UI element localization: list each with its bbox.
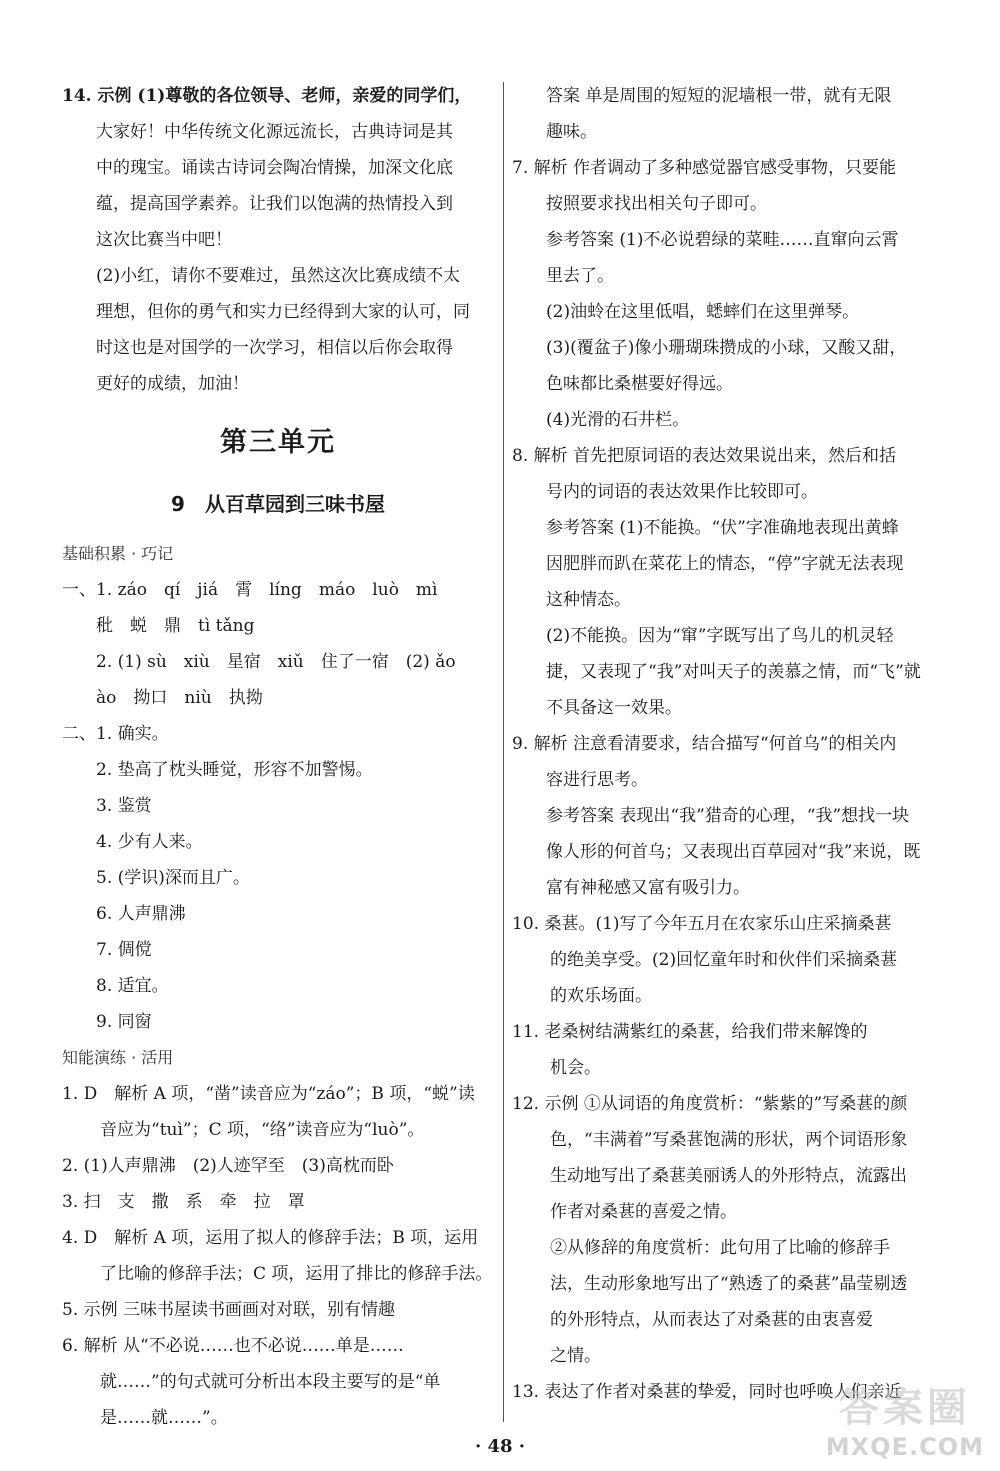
answer-line: 12. 示例 ①从词语的角度赏析：“紫紫的”写桑葚的颜 bbox=[512, 1094, 908, 1114]
answer-line: 机会。 bbox=[550, 1058, 601, 1078]
answer-line: 像人形的何首乌；又表现出百草园对“我”来说，既 bbox=[546, 842, 921, 862]
answer-line: 6. 解析 从“不必说……也不必说……单是…… bbox=[62, 1336, 404, 1356]
lesson-title: 9 从百草园到三味书屋 bbox=[171, 492, 385, 516]
answer-line: 号内的词语的表达效果作比较即可。 bbox=[546, 482, 818, 502]
answer-line: 4. 少有人来。 bbox=[96, 832, 203, 852]
answer-line: 一、1. záo qí jiá 霄 líng máo luò mì bbox=[62, 580, 438, 600]
q14-line: 中的瑰宝。诵读古诗词会陶冶情操，加深文化底 bbox=[96, 158, 453, 178]
answer-line: 5. 示例 三味书屋读书画画对对联，别有情趣 bbox=[62, 1300, 396, 1320]
q14-line: 更好的成绩，加油！ bbox=[96, 374, 249, 394]
section-label-practice: 知能演练 · 活用 bbox=[62, 1048, 174, 1067]
answer-line: 的欢乐场面。 bbox=[550, 986, 652, 1006]
answer-line: 8. 适宜。 bbox=[96, 976, 169, 996]
q14-line: 这次比赛当中吧！ bbox=[96, 230, 232, 250]
answer-line: 因肥胖而趴在菜花上的情态，“停”字就无法表现 bbox=[546, 554, 904, 574]
answer-line: 7. 解析 作者调动了多种感觉器官感受事物，只要能 bbox=[512, 158, 897, 178]
answer-line: 按照要求找出相关句子即可。 bbox=[546, 194, 767, 214]
column-divider bbox=[503, 82, 504, 1422]
right-column bbox=[512, 78, 942, 1410]
answer-line: 13. 表达了作者对桑葚的挚爱，同时也呼唤人们亲近 bbox=[512, 1382, 902, 1402]
answer-line: (4)光滑的石井栏。 bbox=[546, 410, 690, 430]
q14-line: 理想，但你的勇气和实力已经得到大家的认可，同 bbox=[96, 302, 470, 322]
q14-line: 蕴，提高国学素养。让我们以饱满的热情投入到 bbox=[96, 194, 453, 214]
answer-line: 二、1. 确实。 bbox=[62, 724, 169, 744]
answer-line: ào 拗口 niù 执拗 bbox=[96, 688, 263, 708]
answer-line: 8. 解析 首先把原词语的表达效果说出来，然后和括 bbox=[512, 446, 897, 466]
answer-line: 捷，又表现了“我”对叫天子的羡慕之情，而“飞”就 bbox=[546, 662, 921, 682]
watermark-text: 答案圈 bbox=[838, 1385, 971, 1431]
answer-line: 参考答案 (1)不能换。“伏”字准确地表现出黄蜂 bbox=[546, 518, 899, 538]
answer-line: 10. 桑葚。(1)写了今年五月在农家乐山庄采摘桑葚 bbox=[512, 914, 892, 934]
answer-line: 5. (学识)深而且广。 bbox=[96, 868, 250, 888]
answer-line: 色，“丰满着”写桑葚饱满的形状，两个词语形象 bbox=[550, 1130, 908, 1150]
answer-line: 的绝美享受。(2)回忆童年时和伙伴们采摘桑葚 bbox=[550, 950, 898, 970]
answer-line: ②从修辞的角度赏析：此句用了比喻的修辞手 bbox=[550, 1238, 890, 1258]
answer-line: (2)不能换。因为“窜”字既写出了鸟儿的机灵轻 bbox=[546, 626, 894, 646]
page-number: · 48 · bbox=[474, 1436, 526, 1457]
answer-line: 9. 同窗 bbox=[96, 1012, 152, 1032]
q14-line: 大家好！中华传统文化源远流长，古典诗词是其 bbox=[96, 122, 453, 142]
answer-line: 里去了。 bbox=[546, 266, 614, 286]
answer-line: 3. 鉴赏 bbox=[96, 796, 152, 816]
answer-line: (2)油蛉在这里低唱，蟋蟀们在这里弹琴。 bbox=[546, 302, 860, 322]
q14-line: (2)小红，请你不要难过，虽然这次比赛成绩不太 bbox=[96, 266, 461, 286]
answer-line: 2. (1)人声鼎沸 (2)人迹罕至 (3)高枕而卧 bbox=[62, 1156, 394, 1176]
answer-line: 了比喻的修辞手法；C 项，运用了排比的修辞手法。 bbox=[100, 1264, 493, 1284]
answer-line: 4. D 解析 A 项，运用了拟人的修辞手法；B 项，运用 bbox=[62, 1228, 479, 1248]
answer-line: 就……”的句式就可分析出本段主要写的是“单 bbox=[100, 1372, 441, 1392]
answer-line: 7. 倜傥 bbox=[96, 940, 152, 960]
answer-line: 作者对桑葚的喜爱之情。 bbox=[550, 1202, 737, 1222]
answer-line: 2. 垫高了枕头睡觉，形容不加警惕。 bbox=[96, 760, 373, 780]
answer-line: 之情。 bbox=[550, 1346, 601, 1366]
answer-line: 3. 扫 支 撒 系 牵 拉 罩 bbox=[62, 1192, 305, 1212]
answer-line: 的外形特点，从而表达了对桑葚的由衷喜爱 bbox=[550, 1310, 873, 1330]
answer-line: 富有神秘感又富有吸引力。 bbox=[546, 878, 750, 898]
answer-line: 2. (1) sù xiù 星宿 xiǔ 住了一宿 (2) ǎo bbox=[96, 652, 456, 672]
q14-line: 时这也是对国学的一次学习，相信以后你会取得 bbox=[96, 338, 453, 358]
answer-line: 秕 蜕 鼎 tì tǎng bbox=[96, 616, 255, 636]
section-label-basic: 基础积累 · 巧记 bbox=[62, 544, 174, 563]
answer-line: 9. 解析 注意看清要求，结合描写“何首乌”的相关内 bbox=[512, 734, 897, 754]
answer-line: 6. 人声鼎沸 bbox=[96, 904, 186, 924]
answer-line: 答案 单是周围的短短的泥墙根一带，就有无限 bbox=[546, 86, 892, 106]
answer-line: 趣味。 bbox=[546, 122, 597, 142]
unit-title: 第三单元 bbox=[220, 427, 336, 458]
answer-line: 参考答案 表现出“我”猎奇的心理，“我”想找一块 bbox=[546, 806, 910, 826]
q14-line: 14. 示例 (1)尊敬的各位领导、老师，亲爱的同学们， bbox=[62, 86, 472, 106]
answer-line: 这种情态。 bbox=[546, 590, 631, 610]
answer-line: 参考答案 (1)不必说碧绿的菜畦……直窜向云霄 bbox=[546, 230, 899, 250]
answer-line: 容进行思考。 bbox=[546, 770, 648, 790]
answer-line: 色味都比桑椹要好得远。 bbox=[546, 374, 733, 394]
answer-line: 音应为“tuì”；C 项，“络”读音应为“luò”。 bbox=[100, 1120, 425, 1140]
answer-line: 是……就……”。 bbox=[100, 1408, 228, 1428]
answer-line: 法，生动形象地写出了“熟透了的桑葚”晶莹剔透 bbox=[550, 1274, 908, 1294]
watermark-logo bbox=[826, 1376, 984, 1461]
watermark-url: MXQE.COM bbox=[825, 1433, 984, 1461]
answer-line: 不具备这一效果。 bbox=[546, 698, 682, 718]
answer-line: 11. 老桑树结满紫红的桑葚，给我们带来解馋的 bbox=[512, 1022, 868, 1042]
left-column bbox=[62, 78, 494, 1436]
answer-line: (3)(覆盆子)像小珊瑚珠攒成的小球，又酸又甜， bbox=[546, 338, 907, 358]
answer-line: 1. D 解析 A 项，“凿”读音应为“záo”；B 项，“蜕”读 bbox=[62, 1084, 475, 1104]
answer-line: 生动地写出了桑葚美丽诱人的外形特点，流露出 bbox=[550, 1166, 907, 1186]
